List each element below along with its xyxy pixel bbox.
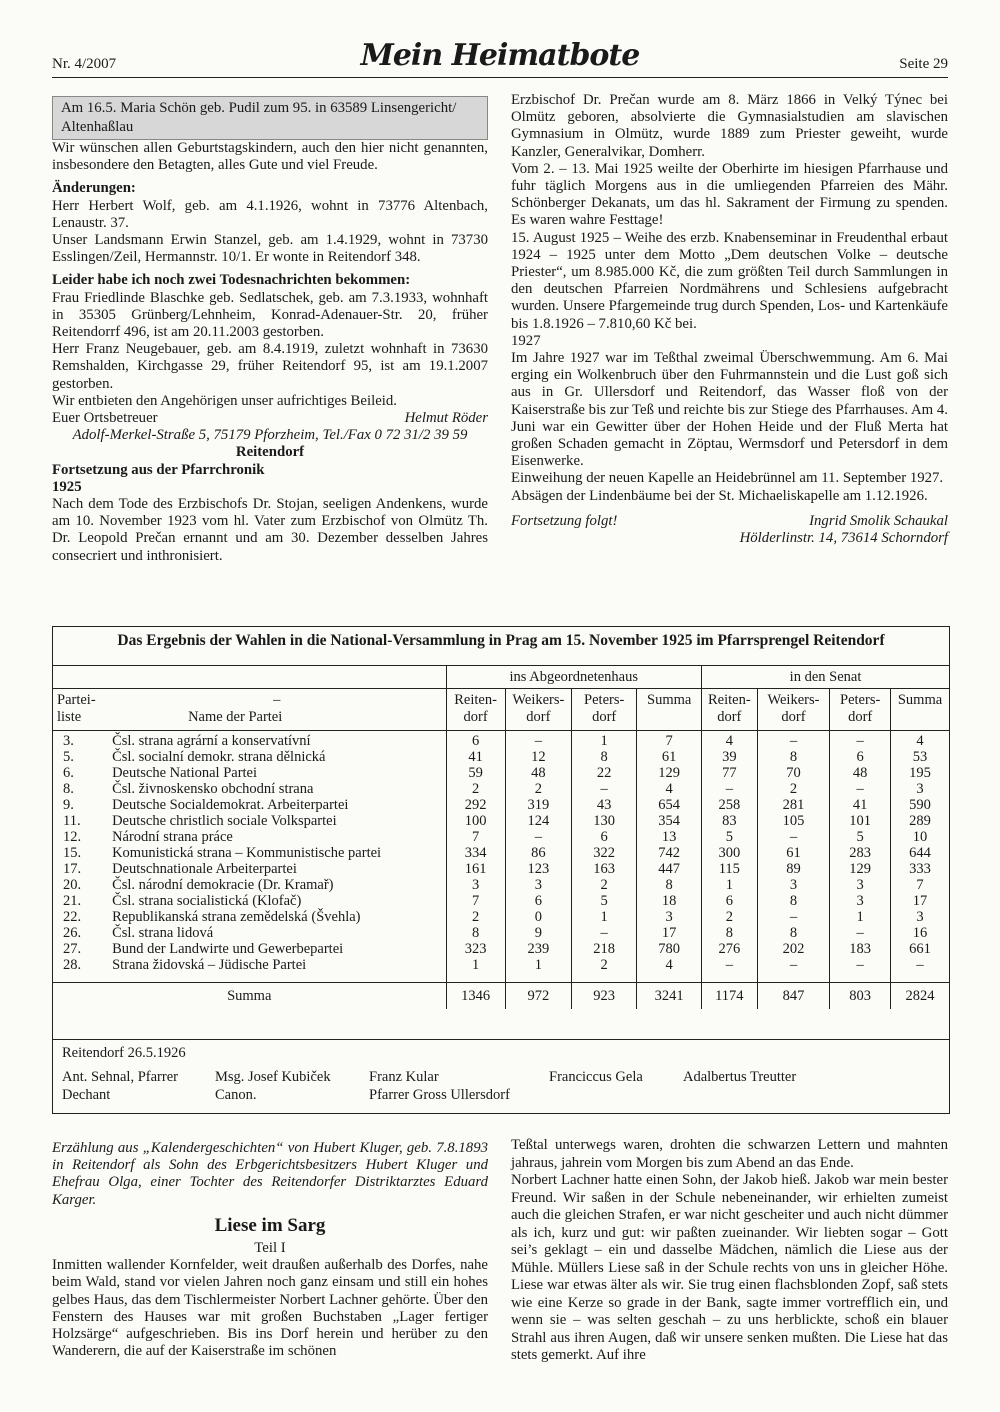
cell-reit-s: 6 (702, 893, 758, 909)
right-para-1: Erzbischof Dr. Prečan wurde am 8. März 1866 in Velký Týnec bei Olmütz geboren, absolvierte die Gymnasialstudien am slavischen Gymnasium in Olmütz, wurde 1889 zum Priester geweiht, wurde Kanzler, Generalvikar, Domherr. (511, 92, 948, 160)
cell-sum-a: 61 (637, 749, 702, 765)
right-para-3: 15. August 1925 – Weihe des erzb. Knabenseminar in Freudenthal erbaut 1924 – 1925 unter dem Motto „Dem deutschen Volke – deutsche Priester“, um 8.985.000 Kč, die zum größten Teil durch Sammlungen in den deutschen Pfarreien Nordmährens und Schlesiens aufgebracht wurden. Unsere Pfargemeinde trug durch Spenden, Los- und Kartenkäufe bis 1.8.1926 – 7.810,60 Kč bei. (511, 229, 948, 332)
summa-pet-a: 923 (572, 983, 637, 1010)
col-dash: – (273, 692, 281, 708)
summa-sum-s: 2824 (891, 983, 949, 1010)
table-spacer (53, 973, 949, 983)
cell-reit-s: 83 (702, 813, 758, 829)
summa-sum-a: 3241 (637, 983, 702, 1010)
cell-reit-a: 2 (446, 909, 505, 925)
cell-pet-s: 101 (830, 813, 891, 829)
cell-sum-s: 7 (891, 877, 949, 893)
cell-pet-a: 5 (572, 893, 637, 909)
cell-sum-s: 3 (891, 781, 949, 797)
cell-weik-s: 202 (757, 941, 830, 957)
cell-weik-s: 281 (757, 797, 830, 813)
cell-sum-a: 18 (637, 893, 702, 909)
signatory-2 (215, 1068, 331, 1104)
summa-weik-s: 847 (757, 983, 830, 1010)
table-row (53, 765, 949, 781)
cell-weik-a: 124 (505, 813, 571, 829)
death-heading: Leider habe ich noch zwei Todesnachrichten bekommen: (52, 272, 411, 289)
summa-label: Summa (53, 983, 446, 1010)
cell-reit-s: – (702, 957, 758, 973)
group-abgeordnetenhaus: ins Abgeordnetenhaus (446, 666, 702, 689)
table-row (53, 893, 949, 909)
cell-pet-a: 322 (572, 845, 637, 861)
signatory-2-title: Canon. (215, 1087, 257, 1103)
cell-list: 22. (63, 909, 82, 925)
signatory-2-name: Msg. Josef Kubiček (215, 1069, 331, 1085)
cell-pet-s: – (830, 781, 891, 797)
chronicle-heading: Fortsetzung aus der Pfarrchronik (52, 461, 265, 478)
chronicle-year: 1925 (52, 478, 82, 495)
story-left-column (52, 1140, 488, 1360)
col-reitendorf-1: Reiten-dorf (446, 689, 505, 731)
cell-list: 9. (63, 797, 74, 813)
signatory-3 (369, 1068, 510, 1104)
cell-sum-s: 333 (891, 861, 949, 877)
cell-sum-s: 289 (891, 813, 949, 829)
signature-address: Adolf-Merkel-Straße 5, 75179 Pforzheim, Tel./Fax 0 72 31/2 39 59 (72, 427, 468, 444)
cell-party: Deutsche christlich sociale Volkspartei (112, 813, 337, 829)
cell-party: Komunistická strana – Kommunistische partei (112, 845, 382, 861)
cell-party: Čsl. socialní demokr. strana dělnická (112, 749, 326, 765)
cell-weik-s: 3 (757, 877, 830, 893)
cell-reit-s: 115 (702, 861, 758, 877)
cell-pet-s: – (830, 731, 891, 750)
col-reitendorf-2: Reiten-dorf (702, 689, 758, 731)
cell-reit-s: 276 (702, 941, 758, 957)
story-para-2: Teßtal unterwegs waren, drohten die schwarzen Lettern und mahnten jahraus, jahrein vom Morgen bis zum Abend an das Ende. (511, 1137, 948, 1171)
cell-list: 11. (63, 813, 81, 829)
author-address: Hölderlinstr. 14, 73614 Schorndorf (739, 530, 948, 547)
cell-reit-s: 1 (702, 877, 758, 893)
cell-sum-s: 3 (891, 909, 949, 925)
col-summa-2: Summa (891, 689, 949, 731)
cell-sum-a: 13 (637, 829, 702, 845)
section-heading: Reitendorf (235, 444, 305, 461)
continuation-note: Fortsetzung folgt! (511, 512, 618, 529)
cell-pet-s: 1 (830, 909, 891, 925)
cell-reit-a: 8 (446, 925, 505, 941)
right-para-4: Im Jahre 1927 war im Teßthal zweimal Überschwemmung. Am 6. Mai erging ein Wolkenbruch über den Fuhrmannstein und die Lust goß sich aus in Gr. Ullersdorf und Reitendorf, das Wasser floß von der Kaiserstraße bis zur Teß und reichte bis zur Stiege des Pfarrhauses. Am 4. Juni war ein Gewitter über der Hohen Heide und der Fluß Merta hat großen Schaden gemacht in Zöptau, Wermsdorf und Petersdorf in dem Eisenwerke. (511, 350, 948, 470)
cell-weik-a: 123 (505, 861, 571, 877)
cell-weik-s: – (757, 731, 830, 750)
death-2: Herr Franz Neugebauer, geb. am 8.4.1919, zuletzt wohnhaft in 73630 Remshalden, Kirchgasse 29, früher Reitendorf 95, ist am 19.1.2007 gestorben. (52, 341, 488, 392)
cell-list: 3. (53, 731, 108, 750)
cell-reit-a: 100 (446, 813, 505, 829)
cell-list: 6. (63, 765, 74, 781)
cell-party: Čsl. živnoskensko obchodní strana (112, 781, 314, 797)
cell-party: Čsl. národní demokracie (Dr. Kramař) (112, 877, 334, 893)
table-signatures (53, 1039, 949, 1103)
table-row (53, 957, 949, 973)
cell-weik-a: 0 (505, 909, 571, 925)
cell-weik-a: 12 (505, 749, 571, 765)
cell-sum-a: 742 (637, 845, 702, 861)
cell-weik-a: – (505, 731, 571, 750)
story-intro: Erzählung aus „Kalendergeschichten“ von Hubert Kluger, geb. 7.8.1893 in Reitendorf als Sohn des Erbgerichtsbesitzers Hubert Kluger und Ehefrau Olga, einer Tochter des Reitendorfer Distriktarztes Eduard Karger. (52, 1140, 488, 1208)
cell-pet-s: 3 (830, 893, 891, 909)
col-petersdorf-1: Peters-dorf (572, 689, 637, 731)
cell-sum-a: 780 (637, 941, 702, 957)
cell-sum-a: 17 (637, 925, 702, 941)
right-year-1927: 1927 (511, 332, 541, 349)
cell-reit-s: 2 (702, 909, 758, 925)
death-1: Frau Friedlinde Blaschke geb. Sedlatschek, geb. am 7.3.1933, wohnhaft in 35305 Grünberg/Lehnheim, Konrad-Adenauer-Str. 20, früher Reitendorrf 496, ist am 20.11.2003 gestorben. (52, 289, 488, 341)
chronicle-text: Nach dem Tode des Erzbischofs Dr. Stojan, seeligen Andenkens, wurde am 10. November 1923 vom hl. Vater zum Erzbischof von Olmütz Th. Dr. Leopold Prečan ernannt und am 30. Dezember desselben Jahres consecriert und inthronisiert. (52, 496, 488, 564)
signatory-3-title: Pfarrer Gross Ullersdorf (369, 1087, 510, 1103)
cell-party: Strana židovská – Jüdische Partei (112, 957, 307, 973)
change-1: Herr Herbert Wolf, geb. am 4.1.1926, wohnt in 73776 Altenbach, Lenaustr. 37. (52, 197, 488, 231)
cell-list: 20. (63, 877, 82, 893)
cell-pet-a: 43 (572, 797, 637, 813)
cell-reit-a: 334 (446, 845, 505, 861)
cell-sum-s: 661 (891, 941, 949, 957)
cell-reit-s: 5 (702, 829, 758, 845)
cell-list: 8. (63, 781, 74, 797)
cell-list: 17. (63, 861, 82, 877)
cell-weik-a: 9 (505, 925, 571, 941)
table-row (53, 877, 949, 893)
cell-list: 15. (63, 845, 82, 861)
col-weikersdorf-2: Weikers-dorf (757, 689, 830, 731)
cell-reit-a: 7 (446, 829, 505, 845)
cell-reit-a: 59 (446, 765, 505, 781)
cell-weik-s: 8 (757, 925, 830, 941)
signatory-1-name: Ant. Sehnal, Pfarrer (62, 1069, 178, 1085)
page-number: Seite 29 (899, 56, 948, 72)
table-row (53, 731, 949, 750)
table-row (53, 941, 949, 957)
cell-reit-s: 77 (702, 765, 758, 781)
cell-reit-s: 258 (702, 797, 758, 813)
cell-sum-a: 8 (637, 877, 702, 893)
cell-party: Deutschnationale Arbeiterpartei (112, 861, 297, 877)
cell-reit-a: 323 (446, 941, 505, 957)
cell-weik-a: 6 (505, 893, 571, 909)
table-row (53, 797, 949, 813)
group-senat: in den Senat (702, 666, 949, 689)
cell-list: 28. (63, 957, 82, 973)
story-para-3: Norbert Lachner hatte einen Sohn, der Jakob hieß. Jakob war mein bester Freund. Wir saßen in der Schule nebeneinander, wir erhielten zumeist auch die gleichen Strafen, er war nicht gescheiter und auch nicht dümmer als ich, kurz und gut: wir paßten zueinander. Wir liebten sogar – Gott sei’s geklagt – ein und dasselbe Mädchen, nämlich die Liese aus der Mühle. Müllers Liese saß in der Schule rechts von uns in gleicher Höhe. Liese war etwas älter als wir. Sie trug einen flachsblonden Zopf, saß stets wie eine Kerze so grade in der Bank, sagte immer vortrefflich ein, und wenn sie – was selten geschah – zu uns herblickte, schoß ein blauer Strahl aus ihren Augen, daß wir unsere senken mußten. Die Liese hat das stets gemerkt. Auf ihre (511, 1172, 948, 1363)
cell-weik-a: 3 (505, 877, 571, 893)
cell-weik-a: 48 (505, 765, 571, 781)
changes-heading: Änderungen: (52, 180, 136, 197)
cell-weik-a: 86 (505, 845, 571, 861)
cell-reit-a: 292 (446, 797, 505, 813)
cell-sum-s: 590 (891, 797, 949, 813)
cell-pet-a: 6 (572, 829, 637, 845)
table-row (53, 845, 949, 861)
cell-reit-a: 1 (446, 957, 505, 973)
cell-weik-a: 1 (505, 957, 571, 973)
table-date: Reitendorf 26.5.1926 (62, 1045, 186, 1061)
cell-weik-s: – (757, 909, 830, 925)
cell-pet-a: 1 (572, 909, 637, 925)
cell-sum-a: 654 (637, 797, 702, 813)
condolence-text: Wir entbieten den Angehörigen unser aufrichtiges Beileid. (52, 392, 397, 409)
cell-reit-a: 161 (446, 861, 505, 877)
cell-sum-a: 7 (637, 731, 702, 750)
cell-weik-s: 2 (757, 781, 830, 797)
cell-party: Čsl. strana socialistická (Klofač) (112, 893, 302, 909)
cell-sum-s: 17 (891, 893, 949, 909)
signatory-1-title: Dechant (62, 1087, 111, 1103)
cell-pet-a: 218 (572, 941, 637, 957)
cell-pet-s: 48 (830, 765, 891, 781)
cell-sum-s: 644 (891, 845, 949, 861)
story-para-1: Inmitten wallender Kornfelder, weit draußen außerhalb des Dorfes, nahe beim Wald, stand vor vielen Jahren noch ganz einsam und still ein hohes gelbes Haus, das dem Tischlermeister Norbert Lachner gehörte. Über den Fenstern des Hauses war mit großen Buchstaben „Lager fertiger Holzsärge“ aufgeschrieben. Bis ins Dorf herein und herüber zu den Wanderern, die auf der Kaiserstraße im schönen (52, 1257, 488, 1360)
cell-pet-a: 8 (572, 749, 637, 765)
cell-sum-s: 16 (891, 925, 949, 941)
cell-list: 12. (63, 829, 82, 845)
cell-list: 26. (63, 925, 82, 941)
cell-reit-s: 4 (702, 731, 758, 750)
cell-pet-a: 130 (572, 813, 637, 829)
col-name-label: Name der Partei (188, 709, 283, 725)
table-title: Das Ergebnis der Wahlen in die National-Versammlung in Prag am 15. November 1925 im Pfarrsprengel Reitendorf (117, 632, 885, 649)
cell-reit-s: 39 (702, 749, 758, 765)
cell-pet-a: 22 (572, 765, 637, 781)
cell-weik-s: 105 (757, 813, 830, 829)
table-row (53, 925, 949, 941)
right-para-2: Vom 2. – 13. Mai 1925 weilte der Oberhirte im hiesigen Pfarrhause und fuhr täglich Morgens aus in die umliegenden Pfarreien des Mähr. Schönberger Dekanats, um das hl. Sakrament der Firmung zu spenden. Es waren wahre Festtage! (511, 160, 948, 229)
cell-pet-s: 283 (830, 845, 891, 861)
cell-reit-a: 41 (446, 749, 505, 765)
summa-pet-s: 803 (830, 983, 891, 1010)
cell-pet-a: – (572, 925, 637, 941)
cell-weik-s: – (757, 957, 830, 973)
cell-weik-a: – (505, 829, 571, 845)
cell-list: 21. (63, 893, 82, 909)
col-summa-1: Summa (637, 689, 702, 731)
left-column (52, 96, 488, 565)
table-row (53, 861, 949, 877)
cell-sum-a: 129 (637, 765, 702, 781)
col-partei-name (108, 689, 446, 731)
cell-sum-a: 4 (637, 781, 702, 797)
cell-reit-s: 300 (702, 845, 758, 861)
right-para-5: Einweihung der neuen Kapelle an Heidebrünnel am 11. September 1927. (511, 470, 944, 487)
continuation-row (511, 513, 948, 530)
table-row (53, 829, 949, 845)
change-2: Unser Landsmann Erwin Stanzel, geb. am 1.4.1929, wohnt in 73730 Esslingen/Zeil, Hermannstr. 10/1. Er wonte in Reitendorf 348. (52, 232, 488, 266)
signatory-3-name: Franz Kular (369, 1069, 439, 1085)
wishes-text: Wir wünschen allen Geburtstagskindern, auch den hier nicht genannten, insbesondere den Betagten, alles Gute und viel Freude. (52, 140, 488, 174)
table-row (53, 909, 949, 925)
author-name: Ingrid Smolik Schaukal (809, 512, 948, 529)
cell-pet-s: 129 (830, 861, 891, 877)
cell-pet-a: 163 (572, 861, 637, 877)
story-part: Teil I (254, 1240, 286, 1257)
masthead: Mein Heimatbote (360, 38, 640, 73)
signature-role: Euer Ortsbetreuer (52, 410, 158, 427)
table-row (53, 749, 949, 765)
issue-number: Nr. 4/2007 (52, 56, 117, 72)
story-title: Liese im Sarg (214, 1214, 326, 1236)
cell-party: Deutsche Socialdemokrat. Arbeiterpartei (112, 797, 349, 813)
cell-pet-s: 5 (830, 829, 891, 845)
cell-weik-s: – (757, 829, 830, 845)
cell-reit-a: 2 (446, 781, 505, 797)
story-right-column (511, 1137, 948, 1365)
header-rule (52, 77, 948, 78)
cell-pet-s: 183 (830, 941, 891, 957)
cell-pet-a: 1 (572, 731, 637, 750)
col-partei-liste: Partei-liste (53, 689, 108, 731)
cell-reit-s: 8 (702, 925, 758, 941)
signatory-4: Franciccus Gela (549, 1069, 643, 1085)
signature-row (52, 410, 488, 427)
signatory-5: Adalbertus Treutter (683, 1069, 797, 1085)
signature-name: Helmut Röder (404, 410, 488, 427)
cell-pet-s: 6 (830, 749, 891, 765)
cell-weik-s: 89 (757, 861, 830, 877)
birthday-box: Am 16.5. Maria Schön geb. Pudil zum 95. in 63589 Linsengericht/ Altenhaßlau (52, 96, 488, 140)
summa-reit-s: 1174 (702, 983, 758, 1010)
cell-pet-a: – (572, 781, 637, 797)
cell-sum-a: 354 (637, 813, 702, 829)
election-results-table (52, 626, 950, 1114)
col-weikersdorf-1: Weikers-dorf (505, 689, 571, 731)
cell-sum-a: 447 (637, 861, 702, 877)
cell-sum-a: 3 (637, 909, 702, 925)
cell-sum-s: – (891, 957, 949, 973)
table-row (53, 781, 949, 797)
cell-sum-s: 4 (891, 731, 949, 750)
cell-party: Deutsche National Partei (112, 765, 258, 781)
cell-reit-s: – (702, 781, 758, 797)
cell-sum-s: 53 (891, 749, 949, 765)
cell-reit-a: 6 (446, 731, 505, 750)
cell-list: 5. (63, 749, 74, 765)
summa-weik-a: 972 (505, 983, 571, 1010)
cell-reit-a: 7 (446, 893, 505, 909)
summa-row (53, 983, 949, 1010)
results-grid (53, 665, 949, 1009)
cell-party: Čsl. strana agrární a konservatívní (108, 731, 446, 750)
cell-weik-a: 319 (505, 797, 571, 813)
signatory-1 (62, 1068, 178, 1104)
cell-pet-s: 41 (830, 797, 891, 813)
right-para-6: Absägen der Lindenbäume bei der St. Michaeliskapelle am 1.12.1926. (511, 487, 928, 504)
cell-list: 27. (63, 941, 82, 957)
cell-weik-a: 239 (505, 941, 571, 957)
cell-reit-a: 3 (446, 877, 505, 893)
cell-weik-s: 8 (757, 749, 830, 765)
cell-pet-a: 2 (572, 877, 637, 893)
right-column (511, 92, 948, 547)
col-petersdorf-2: Peters-dorf (830, 689, 891, 731)
cell-party: Bund der Landwirte und Gewerbepartei (112, 941, 344, 957)
cell-weik-s: 61 (757, 845, 830, 861)
cell-sum-s: 195 (891, 765, 949, 781)
summa-reit-a: 1346 (446, 983, 505, 1010)
cell-pet-s: – (830, 957, 891, 973)
cell-pet-s: – (830, 925, 891, 941)
cell-weik-s: 70 (757, 765, 830, 781)
cell-party: Národní strana práce (112, 829, 233, 845)
cell-sum-a: 4 (637, 957, 702, 973)
cell-sum-s: 10 (891, 829, 949, 845)
cell-pet-s: 3 (830, 877, 891, 893)
cell-weik-a: 2 (505, 781, 571, 797)
table-row (53, 813, 949, 829)
cell-party: Čsl. strana lidová (112, 925, 214, 941)
cell-weik-s: 8 (757, 893, 830, 909)
cell-pet-a: 2 (572, 957, 637, 973)
cell-party: Republikanská strana zemědelská (Švehla) (112, 909, 361, 925)
